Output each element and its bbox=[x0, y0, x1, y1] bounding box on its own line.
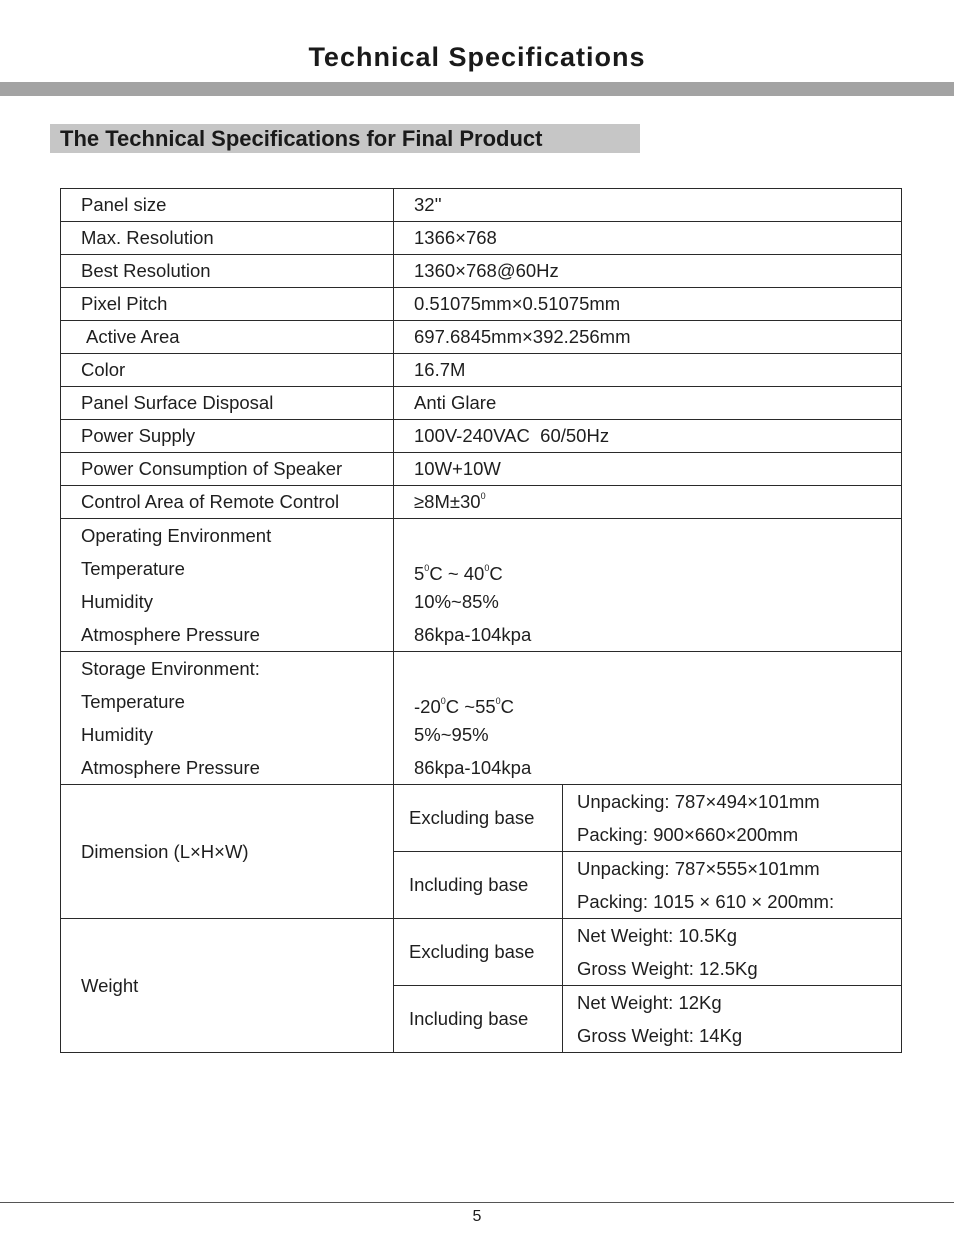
dimension-label: Dimension (L×H×W) bbox=[61, 785, 394, 919]
weight-including-net: Net Weight: 12Kg bbox=[577, 992, 722, 1013]
spec-value: 1366×768 bbox=[394, 222, 902, 255]
storage-humidity-value: 5%~95% bbox=[414, 724, 489, 745]
operating-temperature-label: Temperature bbox=[81, 558, 185, 579]
table-row bbox=[61, 222, 902, 255]
table-row-weight-excluding bbox=[61, 919, 902, 986]
spec-table bbox=[60, 188, 902, 1053]
degree-sup: 0 bbox=[495, 696, 501, 706]
operating-pressure-value: 86kpa-104kpa bbox=[414, 624, 532, 645]
table-row bbox=[61, 255, 902, 288]
table-row bbox=[61, 354, 902, 387]
storage-pressure-value: 86kpa-104kpa bbox=[414, 757, 532, 778]
spec-label: Color bbox=[61, 354, 394, 387]
spec-label: Active Area bbox=[86, 326, 180, 347]
storage-labels-cell bbox=[61, 652, 394, 785]
degree-sup: 0 bbox=[424, 563, 430, 573]
temp-part: C bbox=[489, 563, 503, 584]
table-row bbox=[61, 453, 902, 486]
storage-temperature-label: Temperature bbox=[81, 691, 185, 712]
title-divider-bar bbox=[0, 82, 954, 96]
weight-including-label: Including base bbox=[394, 986, 563, 1053]
dimension-excluding-values bbox=[563, 785, 902, 852]
temp-part: 5 bbox=[414, 563, 425, 584]
dimension-excluding-packing: Packing: 900×660×200mm bbox=[577, 824, 799, 845]
degree-sup: 0 bbox=[484, 563, 490, 573]
table-row bbox=[61, 321, 902, 354]
spec-label: Control Area of Remote Control bbox=[61, 486, 394, 519]
storage-blank-line bbox=[414, 652, 901, 685]
spec-label: Pixel Pitch bbox=[61, 288, 394, 321]
page-title: Technical Specifications bbox=[308, 42, 646, 72]
temp-part: -20 bbox=[414, 696, 441, 717]
spec-label: Panel Surface Disposal bbox=[61, 387, 394, 420]
weight-excluding-net: Net Weight: 10.5Kg bbox=[577, 925, 738, 946]
table-row bbox=[61, 486, 902, 519]
weight-including-gross: Gross Weight: 14Kg bbox=[577, 1025, 743, 1046]
weight-including-values bbox=[563, 986, 902, 1053]
table-row-storage-environment bbox=[61, 652, 902, 785]
operating-humidity-label: Humidity bbox=[81, 591, 153, 612]
weight-excluding-values bbox=[563, 919, 902, 986]
dimension-excluding-unpacking: Unpacking: 787×494×101mm bbox=[577, 791, 820, 812]
table-row bbox=[61, 189, 902, 222]
operating-values-cell bbox=[394, 519, 902, 652]
spec-value: ≥8M±30 bbox=[414, 491, 481, 512]
spec-value: 10W+10W bbox=[394, 453, 902, 486]
operating-humidity-value: 10%~85% bbox=[414, 591, 499, 612]
storage-heading: Storage Environment: bbox=[81, 658, 260, 679]
table-row bbox=[61, 387, 902, 420]
spec-value-cell bbox=[394, 486, 902, 519]
dimension-including-packing: Packing: 1015 × 610 × 200mm: bbox=[577, 891, 835, 912]
operating-blank-line bbox=[414, 519, 901, 552]
temp-part: C bbox=[500, 696, 515, 717]
spec-value: 697.6845mm×392.256mm bbox=[394, 321, 902, 354]
footer-divider bbox=[0, 1202, 954, 1203]
spec-value: 0.51075mm×0.51075mm bbox=[394, 288, 902, 321]
temp-part: C ~ 40 bbox=[429, 563, 485, 584]
spec-value: 1360×768@60Hz bbox=[394, 255, 902, 288]
operating-heading: Operating Environment bbox=[81, 525, 272, 546]
spec-label: Power Supply bbox=[61, 420, 394, 453]
storage-values-cell bbox=[394, 652, 902, 785]
spec-label: Best Resolution bbox=[61, 255, 394, 288]
spec-label: Panel size bbox=[61, 189, 394, 222]
spec-value: 32'' bbox=[394, 189, 902, 222]
operating-labels-cell bbox=[61, 519, 394, 652]
degree-sup: 0 bbox=[480, 491, 486, 501]
page-number: 5 bbox=[472, 1208, 482, 1225]
spec-value: 100V-240VAC 60/50Hz bbox=[394, 420, 902, 453]
table-row-operating-environment bbox=[61, 519, 902, 652]
dimension-including-unpacking: Unpacking: 787×555×101mm bbox=[577, 858, 820, 879]
weight-label: Weight bbox=[61, 919, 394, 1053]
table-row-dimension-excluding bbox=[61, 785, 902, 852]
dimension-including-label: Including base bbox=[394, 852, 563, 919]
dimension-including-values bbox=[563, 852, 902, 919]
degree-sup: 0 bbox=[440, 696, 446, 706]
temp-part: C ~55 bbox=[445, 696, 496, 717]
weight-excluding-label: Excluding base bbox=[394, 919, 563, 986]
dimension-excluding-label: Excluding base bbox=[394, 785, 563, 852]
spec-label: Max. Resolution bbox=[61, 222, 394, 255]
operating-temperature-value bbox=[414, 552, 901, 585]
table-row bbox=[61, 420, 902, 453]
storage-humidity-label: Humidity bbox=[81, 724, 153, 745]
section-heading: The Technical Specifications for Final Product bbox=[50, 124, 640, 153]
weight-excluding-gross: Gross Weight: 12.5Kg bbox=[577, 958, 758, 979]
spec-label: Power Consumption of Speaker bbox=[61, 453, 394, 486]
storage-pressure-label: Atmosphere Pressure bbox=[81, 757, 260, 778]
operating-pressure-label: Atmosphere Pressure bbox=[81, 624, 260, 645]
spec-label-cell bbox=[61, 321, 394, 354]
storage-temperature-value bbox=[414, 685, 901, 718]
spec-value: Anti Glare bbox=[394, 387, 902, 420]
spec-value: 16.7M bbox=[394, 354, 902, 387]
table-row bbox=[61, 288, 902, 321]
